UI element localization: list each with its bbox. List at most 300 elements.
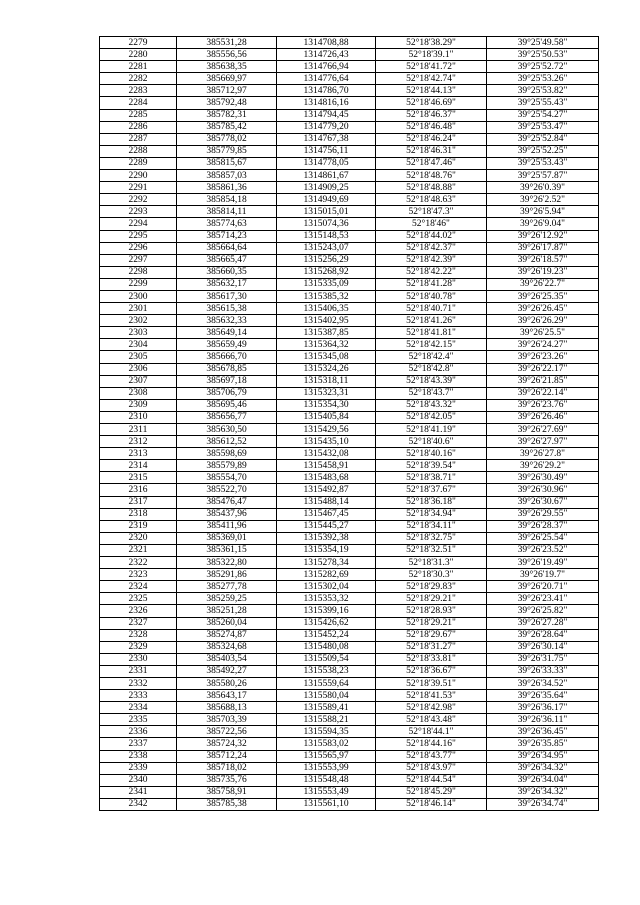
latitude-cell: 52°18'43.48"	[376, 714, 487, 726]
point-number-cell: 2312	[100, 436, 177, 448]
x-coordinate-cell: 385531,28	[177, 37, 277, 49]
point-number-cell: 2318	[100, 508, 177, 520]
x-coordinate-cell: 385697,18	[177, 375, 277, 387]
y-coordinate-cell: 1315588,21	[277, 714, 376, 726]
x-coordinate-cell: 385666,70	[177, 351, 277, 363]
longitude-cell: 39°26'28.64"	[487, 629, 599, 641]
y-coordinate-cell: 1315353,32	[277, 593, 376, 605]
latitude-cell: 52°18'41.19"	[376, 424, 487, 436]
longitude-cell: 39°26'23.52"	[487, 544, 599, 556]
longitude-cell: 39°25'52.84"	[487, 133, 599, 145]
x-coordinate-cell: 385259,25	[177, 593, 277, 605]
point-number-cell: 2293	[100, 206, 177, 218]
table-row	[100, 472, 599, 484]
point-number-cell: 2302	[100, 315, 177, 327]
point-number-cell: 2307	[100, 375, 177, 387]
table-row	[100, 121, 599, 133]
x-coordinate-cell: 385361,15	[177, 544, 277, 556]
point-number-cell: 2336	[100, 726, 177, 738]
point-number-cell: 2327	[100, 617, 177, 629]
x-coordinate-cell: 385814,11	[177, 206, 277, 218]
y-coordinate-cell: 1315387,85	[277, 327, 376, 339]
x-coordinate-cell: 385251,28	[177, 605, 277, 617]
x-coordinate-cell: 385678,85	[177, 363, 277, 375]
latitude-cell: 52°18'46.14"	[376, 798, 487, 810]
point-number-cell: 2300	[100, 290, 177, 302]
y-coordinate-cell: 1314726,43	[277, 49, 376, 61]
longitude-cell: 39°26'21.85"	[487, 375, 599, 387]
longitude-cell: 39°26'34.74"	[487, 798, 599, 810]
x-coordinate-cell: 385722,56	[177, 726, 277, 738]
longitude-cell: 39°26'33.33"	[487, 665, 599, 677]
table-row	[100, 387, 599, 399]
table-row	[100, 581, 599, 593]
y-coordinate-cell: 1314766,94	[277, 61, 376, 73]
table-row	[100, 315, 599, 327]
latitude-cell: 52°18'36.18"	[376, 496, 487, 508]
longitude-cell: 39°26'27.69"	[487, 424, 599, 436]
longitude-cell: 39°26'19.49"	[487, 557, 599, 569]
x-coordinate-cell: 385643,17	[177, 690, 277, 702]
table-row	[100, 363, 599, 375]
point-number-cell: 2321	[100, 544, 177, 556]
x-coordinate-cell: 385556,56	[177, 49, 277, 61]
x-coordinate-cell: 385714,23	[177, 230, 277, 242]
table-row	[100, 424, 599, 436]
longitude-cell: 39°26'26.45"	[487, 303, 599, 315]
x-coordinate-cell: 385815,67	[177, 157, 277, 169]
latitude-cell: 52°18'39.51"	[376, 677, 487, 689]
latitude-cell: 52°18'44.16"	[376, 738, 487, 750]
x-coordinate-cell: 385617,30	[177, 290, 277, 302]
latitude-cell: 52°18'44.02"	[376, 230, 487, 242]
latitude-cell: 52°18'34.11"	[376, 520, 487, 532]
x-coordinate-cell: 385779,85	[177, 145, 277, 157]
table-row	[100, 97, 599, 109]
point-number-cell: 2289	[100, 157, 177, 169]
point-number-cell: 2280	[100, 49, 177, 61]
longitude-cell: 39°26'2.52"	[487, 194, 599, 206]
longitude-cell: 39°26'30.96"	[487, 484, 599, 496]
point-number-cell: 2292	[100, 194, 177, 206]
longitude-cell: 39°25'53.26"	[487, 73, 599, 85]
latitude-cell: 52°18'41.81"	[376, 327, 487, 339]
latitude-cell: 52°18'33.81"	[376, 653, 487, 665]
point-number-cell: 2287	[100, 133, 177, 145]
y-coordinate-cell: 1315559,64	[277, 677, 376, 689]
table-row	[100, 629, 599, 641]
point-number-cell: 2323	[100, 569, 177, 581]
point-number-cell: 2281	[100, 61, 177, 73]
point-number-cell: 2294	[100, 218, 177, 230]
y-coordinate-cell: 1315406,35	[277, 303, 376, 315]
longitude-cell: 39°25'53.47"	[487, 121, 599, 133]
x-coordinate-cell: 385554,70	[177, 472, 277, 484]
y-coordinate-cell: 1315426,62	[277, 617, 376, 629]
point-number-cell: 2291	[100, 182, 177, 194]
y-coordinate-cell: 1315148,53	[277, 230, 376, 242]
latitude-cell: 52°18'48.88"	[376, 182, 487, 194]
latitude-cell: 52°18'39.1"	[376, 49, 487, 61]
latitude-cell: 52°18'46.69"	[376, 97, 487, 109]
y-coordinate-cell: 1315402,95	[277, 315, 376, 327]
longitude-cell: 39°26'27.28"	[487, 617, 599, 629]
latitude-cell: 52°18'40.16"	[376, 448, 487, 460]
point-number-cell: 2339	[100, 762, 177, 774]
x-coordinate-cell: 385718,02	[177, 762, 277, 774]
table-row	[100, 544, 599, 556]
x-coordinate-cell: 385724,32	[177, 738, 277, 750]
table-row	[100, 206, 599, 218]
latitude-cell: 52°18'43.7"	[376, 387, 487, 399]
table-row	[100, 375, 599, 387]
table-row	[100, 399, 599, 411]
x-coordinate-cell: 385782,31	[177, 109, 277, 121]
point-number-cell: 2324	[100, 581, 177, 593]
x-coordinate-cell: 385703,39	[177, 714, 277, 726]
table-row	[100, 37, 599, 49]
y-coordinate-cell: 1315483,68	[277, 472, 376, 484]
point-number-cell: 2311	[100, 424, 177, 436]
table-row	[100, 242, 599, 254]
latitude-cell: 52°18'47.3"	[376, 206, 487, 218]
latitude-cell: 52°18'42.05"	[376, 411, 487, 423]
point-number-cell: 2320	[100, 532, 177, 544]
point-number-cell: 2337	[100, 738, 177, 750]
x-coordinate-cell: 385260,04	[177, 617, 277, 629]
y-coordinate-cell: 1314708,88	[277, 37, 376, 49]
longitude-cell: 39°25'57.87"	[487, 170, 599, 182]
longitude-cell: 39°26'24.27"	[487, 339, 599, 351]
latitude-cell: 52°18'37.67"	[376, 484, 487, 496]
longitude-cell: 39°26'27.8"	[487, 448, 599, 460]
x-coordinate-cell: 385774,63	[177, 218, 277, 230]
table-row	[100, 569, 599, 581]
table-row	[100, 303, 599, 315]
y-coordinate-cell: 1314861,67	[277, 170, 376, 182]
table-row	[100, 508, 599, 520]
longitude-cell: 39°26'23.26"	[487, 351, 599, 363]
point-number-cell: 2296	[100, 242, 177, 254]
table-row	[100, 49, 599, 61]
latitude-cell: 52°18'29.83"	[376, 581, 487, 593]
point-number-cell: 2306	[100, 363, 177, 375]
longitude-cell: 39°26'25.82"	[487, 605, 599, 617]
x-coordinate-cell: 385369,01	[177, 532, 277, 544]
table-row	[100, 339, 599, 351]
x-coordinate-cell: 385688,13	[177, 702, 277, 714]
longitude-cell: 39°26'36.11"	[487, 714, 599, 726]
latitude-cell: 52°18'44.13"	[376, 85, 487, 97]
y-coordinate-cell: 1315345,08	[277, 351, 376, 363]
x-coordinate-cell: 385492,27	[177, 665, 277, 677]
latitude-cell: 52°18'40.6"	[376, 436, 487, 448]
longitude-cell: 39°25'52.25"	[487, 145, 599, 157]
y-coordinate-cell: 1315405,84	[277, 411, 376, 423]
y-coordinate-cell: 1315553,49	[277, 786, 376, 798]
x-coordinate-cell: 385598,69	[177, 448, 277, 460]
x-coordinate-cell: 385792,48	[177, 97, 277, 109]
table-row	[100, 436, 599, 448]
longitude-cell: 39°26'22.7"	[487, 278, 599, 290]
longitude-cell: 39°25'50.53"	[487, 49, 599, 61]
point-number-cell: 2328	[100, 629, 177, 641]
longitude-cell: 39°25'52.72"	[487, 61, 599, 73]
latitude-cell: 52°18'43.32"	[376, 399, 487, 411]
latitude-cell: 52°18'42.74"	[376, 73, 487, 85]
longitude-cell: 39°26'31.75"	[487, 653, 599, 665]
latitude-cell: 52°18'28.93"	[376, 605, 487, 617]
x-coordinate-cell: 385322,80	[177, 557, 277, 569]
point-number-cell: 2303	[100, 327, 177, 339]
table-row	[100, 690, 599, 702]
table-row	[100, 786, 599, 798]
table-row	[100, 266, 599, 278]
latitude-cell: 52°18'32.51"	[376, 544, 487, 556]
longitude-cell: 39°26'34.32"	[487, 762, 599, 774]
latitude-cell: 52°18'31.27"	[376, 641, 487, 653]
point-number-cell: 2304	[100, 339, 177, 351]
point-number-cell: 2340	[100, 774, 177, 786]
x-coordinate-cell: 385857,03	[177, 170, 277, 182]
latitude-cell: 52°18'48.76"	[376, 170, 487, 182]
latitude-cell: 52°18'42.15"	[376, 339, 487, 351]
table-row	[100, 762, 599, 774]
table-row	[100, 496, 599, 508]
point-number-cell: 2333	[100, 690, 177, 702]
x-coordinate-cell: 385476,47	[177, 496, 277, 508]
y-coordinate-cell: 1314779,20	[277, 121, 376, 133]
table-row	[100, 605, 599, 617]
longitude-cell: 39°26'9.04"	[487, 218, 599, 230]
y-coordinate-cell: 1315432,08	[277, 448, 376, 460]
table-row	[100, 774, 599, 786]
latitude-cell: 52°18'43.39"	[376, 375, 487, 387]
latitude-cell: 52°18'42.22"	[376, 266, 487, 278]
point-number-cell: 2338	[100, 750, 177, 762]
y-coordinate-cell: 1314794,45	[277, 109, 376, 121]
latitude-cell: 52°18'31.3"	[376, 557, 487, 569]
longitude-cell: 39°26'29.2"	[487, 460, 599, 472]
y-coordinate-cell: 1315467,45	[277, 508, 376, 520]
y-coordinate-cell: 1314756,11	[277, 145, 376, 157]
x-coordinate-cell: 385274,87	[177, 629, 277, 641]
latitude-cell: 52°18'43.77"	[376, 750, 487, 762]
latitude-cell: 52°18'42.8"	[376, 363, 487, 375]
y-coordinate-cell: 1315354,30	[277, 399, 376, 411]
table-row	[100, 157, 599, 169]
x-coordinate-cell: 385277,78	[177, 581, 277, 593]
point-number-cell: 2305	[100, 351, 177, 363]
point-number-cell: 2335	[100, 714, 177, 726]
latitude-cell: 52°18'32.75"	[376, 532, 487, 544]
table-row	[100, 327, 599, 339]
x-coordinate-cell: 385638,35	[177, 61, 277, 73]
point-number-cell: 2332	[100, 677, 177, 689]
y-coordinate-cell: 1315364,32	[277, 339, 376, 351]
table-row	[100, 460, 599, 472]
latitude-cell: 52°18'42.4"	[376, 351, 487, 363]
x-coordinate-cell: 385735,76	[177, 774, 277, 786]
x-coordinate-cell: 385649,14	[177, 327, 277, 339]
longitude-cell: 39°25'49.58"	[487, 37, 599, 49]
latitude-cell: 52°18'44.1"	[376, 726, 487, 738]
longitude-cell: 39°26'23.76"	[487, 399, 599, 411]
x-coordinate-cell: 385656,77	[177, 411, 277, 423]
x-coordinate-cell: 385630,50	[177, 424, 277, 436]
longitude-cell: 39°26'19.7"	[487, 569, 599, 581]
x-coordinate-cell: 385437,96	[177, 508, 277, 520]
table-row	[100, 520, 599, 532]
y-coordinate-cell: 1315548,48	[277, 774, 376, 786]
point-number-cell: 2342	[100, 798, 177, 810]
longitude-cell: 39°25'53.82"	[487, 85, 599, 97]
x-coordinate-cell: 385579,89	[177, 460, 277, 472]
x-coordinate-cell: 385612,52	[177, 436, 277, 448]
y-coordinate-cell: 1315583,02	[277, 738, 376, 750]
x-coordinate-cell: 385778,02	[177, 133, 277, 145]
y-coordinate-cell: 1315445,27	[277, 520, 376, 532]
table-row	[100, 218, 599, 230]
x-coordinate-cell: 385291,86	[177, 569, 277, 581]
point-number-cell: 2316	[100, 484, 177, 496]
latitude-cell: 52°18'40.78"	[376, 290, 487, 302]
longitude-cell: 39°26'34.04"	[487, 774, 599, 786]
point-number-cell: 2288	[100, 145, 177, 157]
latitude-cell: 52°18'42.37"	[376, 242, 487, 254]
table-row	[100, 448, 599, 460]
longitude-cell: 39°26'22.14"	[487, 387, 599, 399]
point-number-cell: 2282	[100, 73, 177, 85]
point-number-cell: 2298	[100, 266, 177, 278]
y-coordinate-cell: 1314778,05	[277, 157, 376, 169]
y-coordinate-cell: 1315435,10	[277, 436, 376, 448]
table-row	[100, 738, 599, 750]
table-row	[100, 254, 599, 266]
point-number-cell: 2317	[100, 496, 177, 508]
longitude-cell: 39°26'18.57"	[487, 254, 599, 266]
point-number-cell: 2283	[100, 85, 177, 97]
latitude-cell: 52°18'43.97"	[376, 762, 487, 774]
latitude-cell: 52°18'45.29"	[376, 786, 487, 798]
point-number-cell: 2297	[100, 254, 177, 266]
y-coordinate-cell: 1315580,04	[277, 690, 376, 702]
y-coordinate-cell: 1315589,41	[277, 702, 376, 714]
point-number-cell: 2295	[100, 230, 177, 242]
y-coordinate-cell: 1315565,97	[277, 750, 376, 762]
table-row	[100, 532, 599, 544]
latitude-cell: 52°18'36.67"	[376, 665, 487, 677]
point-number-cell: 2322	[100, 557, 177, 569]
longitude-cell: 39°25'53.43"	[487, 157, 599, 169]
point-number-cell: 2286	[100, 121, 177, 133]
point-number-cell: 2285	[100, 109, 177, 121]
latitude-cell: 52°18'38.29"	[376, 37, 487, 49]
y-coordinate-cell: 1315335,09	[277, 278, 376, 290]
x-coordinate-cell: 385861,36	[177, 182, 277, 194]
y-coordinate-cell: 1314776,64	[277, 73, 376, 85]
table-row	[100, 133, 599, 145]
latitude-cell: 52°18'41.72"	[376, 61, 487, 73]
y-coordinate-cell: 1315509,54	[277, 653, 376, 665]
x-coordinate-cell: 385695,46	[177, 399, 277, 411]
table-row	[100, 73, 599, 85]
longitude-cell: 39°26'34.95"	[487, 750, 599, 762]
x-coordinate-cell: 385785,38	[177, 798, 277, 810]
table-row	[100, 170, 599, 182]
table-row	[100, 750, 599, 762]
latitude-cell: 52°18'47.46"	[376, 157, 487, 169]
latitude-cell: 52°18'42.98"	[376, 702, 487, 714]
point-number-cell: 2309	[100, 399, 177, 411]
latitude-cell: 52°18'44.54"	[376, 774, 487, 786]
table-row	[100, 278, 599, 290]
table-row	[100, 557, 599, 569]
table-row	[100, 726, 599, 738]
x-coordinate-cell: 385659,49	[177, 339, 277, 351]
table-row	[100, 617, 599, 629]
longitude-cell: 39°26'36.17"	[487, 702, 599, 714]
latitude-cell: 52°18'46.24"	[376, 133, 487, 145]
point-number-cell: 2315	[100, 472, 177, 484]
y-coordinate-cell: 1315318,11	[277, 375, 376, 387]
longitude-cell: 39°26'26.46"	[487, 411, 599, 423]
longitude-cell: 39°26'30.14"	[487, 641, 599, 653]
table-row	[100, 484, 599, 496]
y-coordinate-cell: 1315282,69	[277, 569, 376, 581]
x-coordinate-cell: 385411,96	[177, 520, 277, 532]
longitude-cell: 39°26'30.49"	[487, 472, 599, 484]
point-number-cell: 2290	[100, 170, 177, 182]
longitude-cell: 39°26'17.87"	[487, 242, 599, 254]
longitude-cell: 39°26'28.37"	[487, 520, 599, 532]
x-coordinate-cell: 385785,42	[177, 121, 277, 133]
point-number-cell: 2326	[100, 605, 177, 617]
y-coordinate-cell: 1315594,35	[277, 726, 376, 738]
longitude-cell: 39°26'34.32"	[487, 786, 599, 798]
x-coordinate-cell: 385665,47	[177, 254, 277, 266]
table-row	[100, 351, 599, 363]
longitude-cell: 39°26'35.85"	[487, 738, 599, 750]
table-row	[100, 290, 599, 302]
y-coordinate-cell: 1315561,10	[277, 798, 376, 810]
point-number-cell: 2330	[100, 653, 177, 665]
point-number-cell: 2310	[100, 411, 177, 423]
x-coordinate-cell: 385324,68	[177, 641, 277, 653]
y-coordinate-cell: 1315385,32	[277, 290, 376, 302]
x-coordinate-cell: 385664,64	[177, 242, 277, 254]
y-coordinate-cell: 1315015,01	[277, 206, 376, 218]
longitude-cell: 39°26'27.97"	[487, 436, 599, 448]
point-number-cell: 2331	[100, 665, 177, 677]
x-coordinate-cell: 385580,26	[177, 677, 277, 689]
y-coordinate-cell: 1315256,29	[277, 254, 376, 266]
latitude-cell: 52°18'46.31"	[376, 145, 487, 157]
x-coordinate-cell: 385712,97	[177, 85, 277, 97]
longitude-cell: 39°26'0.39"	[487, 182, 599, 194]
x-coordinate-cell: 385660,35	[177, 266, 277, 278]
table-row	[100, 677, 599, 689]
table-row	[100, 411, 599, 423]
y-coordinate-cell: 1315302,04	[277, 581, 376, 593]
point-number-cell: 2334	[100, 702, 177, 714]
table-row	[100, 182, 599, 194]
y-coordinate-cell: 1315488,14	[277, 496, 376, 508]
longitude-cell: 39°26'36.45"	[487, 726, 599, 738]
table-row	[100, 593, 599, 605]
x-coordinate-cell: 385615,38	[177, 303, 277, 315]
x-coordinate-cell: 385712,24	[177, 750, 277, 762]
